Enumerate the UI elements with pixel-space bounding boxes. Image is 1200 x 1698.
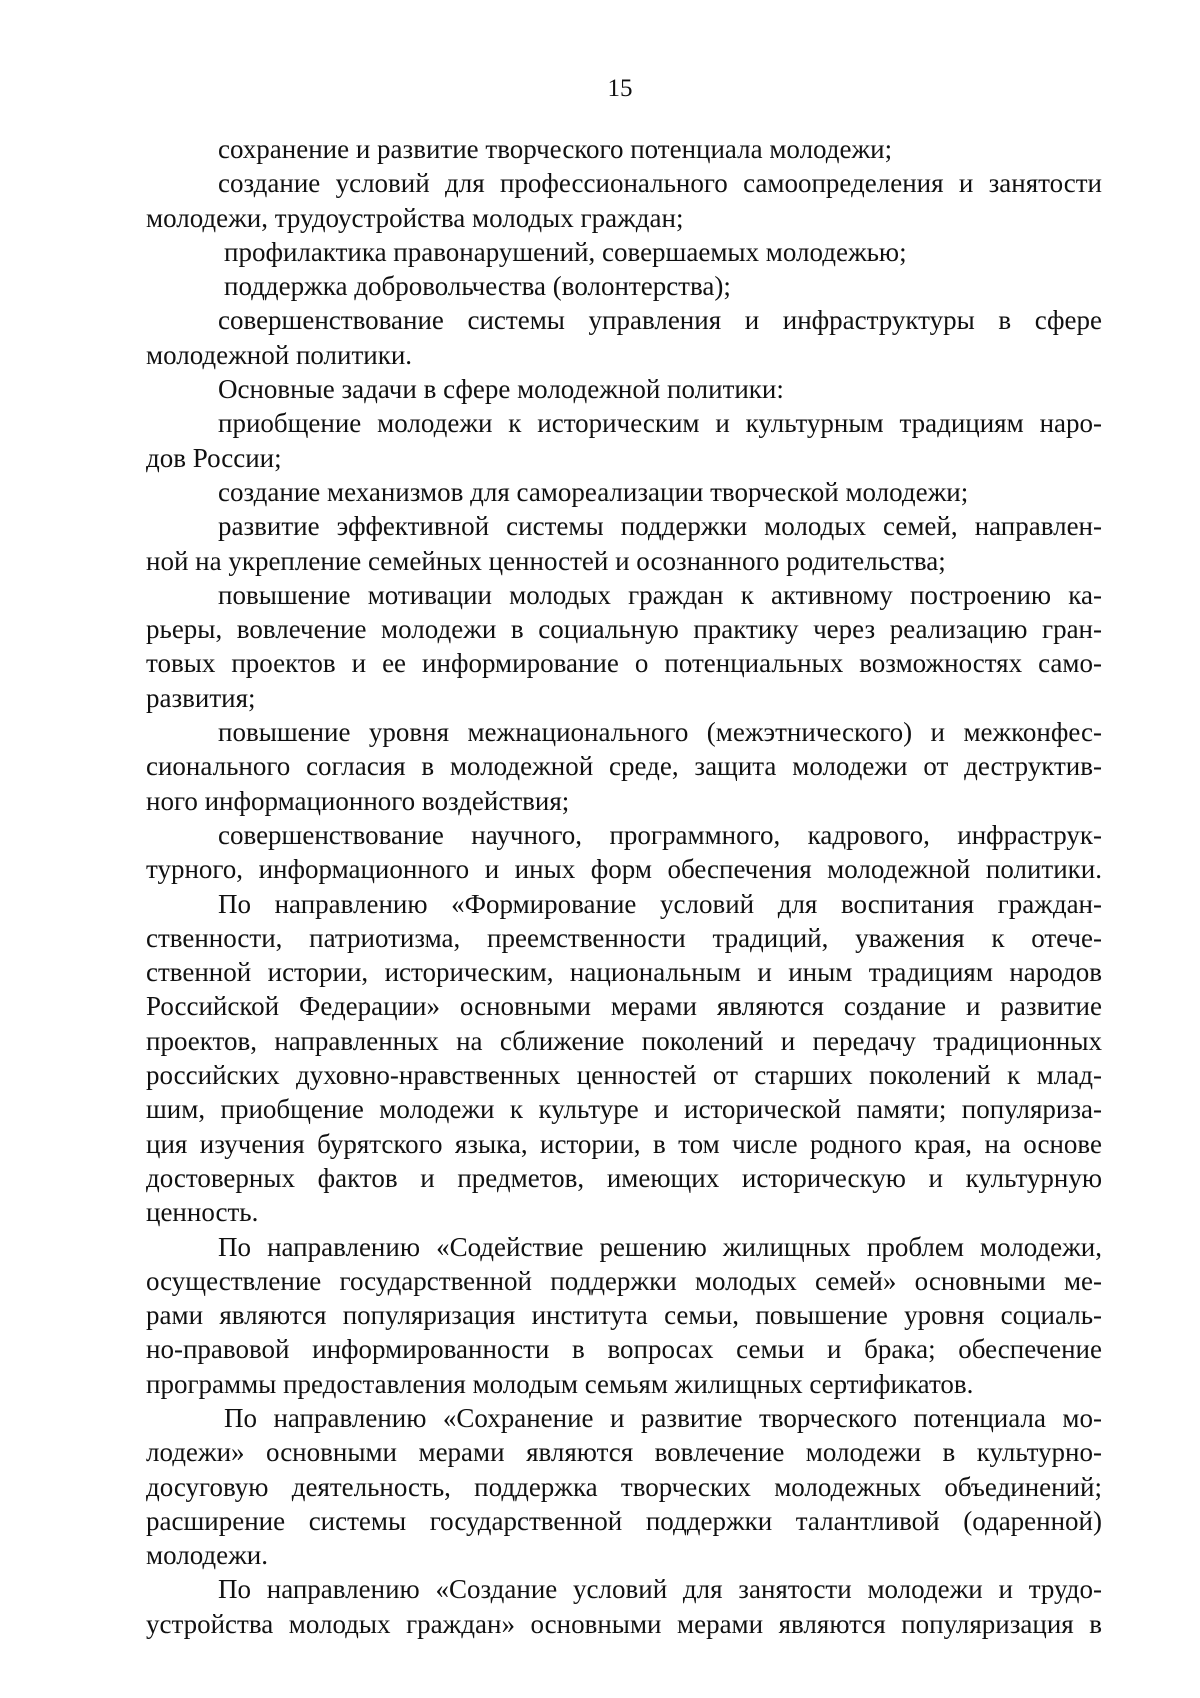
text-line: ценность.	[146, 1197, 259, 1228]
text-line: программы предоставления молодым семьям жилищных сертификатов.	[146, 1368, 974, 1399]
text-line: устройства молодых граждан» основными мерами являются популяризация в	[146, 1608, 1102, 1639]
text-line: развития;	[146, 682, 256, 713]
text-line: По направлению «Формирование условий для воспитания граждан-	[218, 888, 1102, 919]
text-line: ция изучения бурятского языка, истории, в том числе родного края, на основе	[146, 1128, 1102, 1159]
document-body	[146, 132, 1102, 1641]
text-line: лодежи» основными мерами являются вовлечение молодежи в культурно-	[146, 1437, 1102, 1468]
text-line: ной на укрепление семейных ценностей и осознанного родительства;	[146, 545, 946, 576]
text-line: создание условий для профессионального самоопределения и занятости	[218, 168, 1102, 199]
text-line: поддержка добровольчества (волонтерства);	[224, 271, 731, 302]
text-line: молодежи, трудоустройства молодых граждан;	[146, 202, 684, 233]
text-line: ственной истории, историческим, национальным и иным традициям народов	[146, 957, 1102, 988]
text-line: осуществление государственной поддержки молодых семей» основными ме-	[146, 1265, 1102, 1296]
text-line: проектов, направленных на сближение поколений и передачу традиционных	[146, 1025, 1102, 1056]
text-line: ного информационного воздействия;	[146, 785, 570, 816]
text-line: По направлению «Сохранение и развитие творческого потенциала мо-	[224, 1402, 1102, 1433]
text-line: молодежи.	[146, 1540, 269, 1571]
text-line: но-правовой информированности в вопросах семьи и брака; обеспечение	[146, 1334, 1102, 1365]
text-line: товых проектов и ее информирование о потенциальных возможностях само-	[146, 648, 1102, 679]
text-line: По направлению «Создание условий для занятости молодежи и трудо-	[218, 1574, 1102, 1605]
text-line: профилактика правонарушений, совершаемых молодежью;	[224, 236, 907, 267]
text-line: рами являются популяризация института семьи, повышение уровня социаль-	[146, 1300, 1102, 1331]
text-line: повышение уровня межнационального (межэтнического) и межконфес-	[218, 717, 1102, 748]
page-number: 15	[607, 75, 633, 102]
text-line: приобщение молодежи к историческим и культурным традициям наро-	[218, 408, 1102, 439]
text-line: молодежной политики.	[146, 339, 413, 370]
text-line: По направлению «Содействие решению жилищных проблем молодежи,	[218, 1231, 1102, 1262]
text-line: дов России;	[146, 442, 282, 473]
text-line: повышение мотивации молодых граждан к активному построению ка-	[218, 579, 1102, 610]
text-line: достоверных фактов и предметов, имеющих историческую и культурную	[146, 1162, 1102, 1193]
text-line: досуговую деятельность, поддержка творческих молодежных объединений;	[146, 1471, 1102, 1502]
text-line: расширение системы государственной поддержки талантливой (одаренной)	[146, 1505, 1102, 1536]
text-line: ственности, патриотизма, преемственности традиций, уважения к отече-	[146, 922, 1102, 953]
text-line: создание механизмов для самореализации творческой молодежи;	[218, 476, 969, 507]
text-line: шим, приобщение молодежи к культуре и исторической памяти; популяриза-	[146, 1094, 1102, 1125]
text-line: рьеры, вовлечение молодежи в социальную практику через реализацию гран-	[146, 614, 1102, 645]
text-line: российских духовно-нравственных ценностей от старших поколений к млад-	[146, 1060, 1102, 1091]
text-line: совершенствование системы управления и инфраструктуры в сфере	[218, 305, 1102, 336]
text-line: Основные задачи в сфере молодежной политики:	[218, 374, 784, 405]
text-line: сионального согласия в молодежной среде, защита молодежи от деструктив-	[146, 751, 1102, 782]
text-line: совершенствование научного, программного, кадрового, инфраструк-	[218, 819, 1102, 850]
text-line: турного, информационного и иных форм обеспечения молодежной политики.	[146, 854, 1102, 885]
text-line: сохранение и развитие творческого потенциала молодежи;	[218, 134, 893, 164]
text-line: Российской Федерации» основными мерами являются создание и развитие	[146, 991, 1102, 1022]
text-line: развитие эффективной системы поддержки молодых семей, направлен-	[218, 511, 1102, 542]
